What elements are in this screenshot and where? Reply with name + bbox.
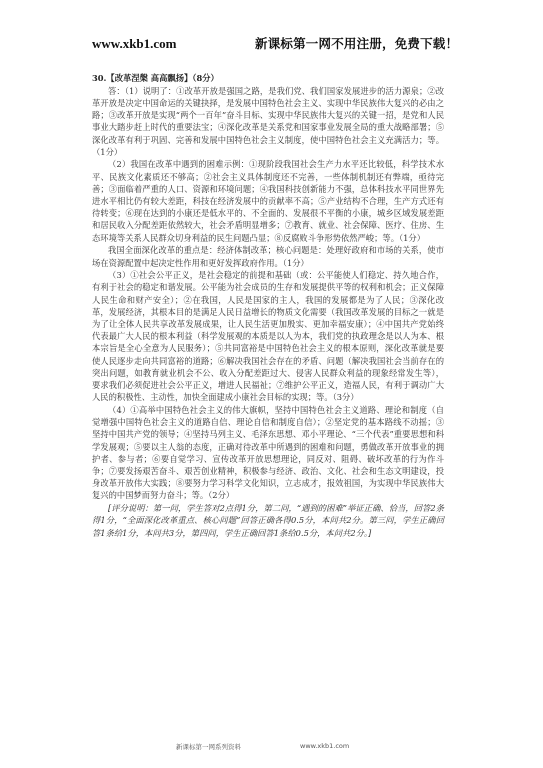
answer-paragraph-1: 答：（1）说明了：①改革开放是强国之路，是我们党、我们国家发展进步的活力源泉；②改革开放是决定中国命运的关键抉择，是发展中国特色社会主义、实现中华民族伟大复兴的必由之路；③改革开放是实现“两个一百年”奋斗目标、实现中华民族伟大复兴的关键一招，是党和人民事业大踏步赶上时代的重要法宝；④深化改革是关系党和国家事业发展全局的重大战略部署；⑤深化改革有利于巩固、完善和发展中国特色社会主义制度，使中国特色社会主义充满活力；等。（1分）: [92, 85, 444, 157]
answer-paragraph-2: （2）我国在改革中遇到的困难示例：①现阶段我国社会生产力水平还比较低，科学技术水平、民族文化素质还不够高；②社会主义具体制度还不完善，一些体制机制还有弊端，亟待完善；③面临着严重的人口、资源和环境问题；④我国科技创新能力不强，总体科技水平同世界先进水平相比仍有较大差距，科技在经济发展中的贡献率不高；⑤产业结构不合理，生产方式还有待转变；⑥现在达到的小康还是低水平的、不全面的、发展很不平衡的小康，城乡区域发展差距和居民收入分配差距依然较大，社会矛盾明显增多；⑦教育、就业、社会保障、医疗、住房、生态环境等关系人民群众切身利益的民生问题凸显；⑧反腐败斗争形势依然严峻；等。（1分）: [92, 159, 444, 243]
footer-url[interactable]: www.xkb1.com: [300, 742, 350, 750]
site-url[interactable]: www.xkb1.com: [92, 36, 177, 51]
answer-content: [92, 72, 444, 539]
footer-source: 新课标第一网系列资料: [176, 743, 241, 751]
answer-paragraph-5: （4）①高举中国特色社会主义的伟大旗帜，坚持中国特色社会主义道路、理论和制度（自觉增强中国特色社会主义的道路自信、理论自信和制度自信）；②坚定党的基本路线不动摇；③坚持中国共产党的领导；④坚持马列主义、毛泽东思想、邓小平理论、“三个代表”重要思想和科学发展观；⑤要以主人翁的态度，正确对待改革中所遇到的困难和问题，勇做改革开放事业的拥护者、参与者；⑥要自觉学习、宣传改革开放思想理论，同反对、阻碍、破坏改革的行为作斗争；⑦要发扬艰苦奋斗、艰苦创业精神，积极参与经济、政治、文化、社会和生态文明建设，投身改革开放伟大实践；⑧要努力学习科学文化知识，立志成才，报效祖国，为实现中华民族伟大复兴的中国梦而努力奋斗；等。（2分）: [92, 404, 444, 501]
question-title: 30.【改革涅槃 高高飘扬】（8分）: [92, 73, 219, 83]
scoring-note: [评分说明：第一问，学生答对2点得1分，第二问，“遇到的困难”举证正确、恰当，回答2条得1分，“全面深化改革重点、核心问题”回答正确各得0.5分，本问共2分。第三问，学生正确回答1条给1分，本问共3分，第四问，学生正确回答1条给0.5分，本问共2分。]: [92, 503, 444, 538]
site-slogan: 新课标第一网不用注册，免费下载！: [255, 36, 459, 51]
answer-paragraph-3: 我国全面深化改革的重点是：经济体制改革；核心问题是：处理好政府和市场的关系，使市场在资源配置中起决定性作用和更好发挥政府作用。（1分）: [92, 245, 444, 268]
page-header: [0, 30, 543, 58]
answer-paragraph-4: （3）①社会公平正义，是社会稳定的前提和基础（或：公平能使人们稳定、持久地合作，有利于社会的稳定和谐发展。公平能为社会成员的生存和发展提供平等的权利和机会；正义保障人民生命和财产安全）；②在我国，人民是国家的主人，我国的发展都是为了人民；③深化改革，发展经济，其根本目的是满足人民日益增长的物质文化需要（我国改革发展的目标之一就是为了让全体人民共享改革发展成果，让人民生活更加殷实、更加幸福安康）；④中国共产党始终代表最广大人民的根本利益（科学发展观的本质是以人为本，我们党的执政理念是以人为本、根本宗旨是全心全意为人民服务）；⑤共同富裕是中国特色社会主义的根本原则，深化改革就是要使人民逐步走向共同富裕的道路；⑥解决我国社会存在的矛盾、问题（解决我国社会当前存在的突出问题，如教育就业机会不公、收入分配差距过大、侵害人民群众利益的现象经常发生等），要求我们必须促进社会公平正义，增进人民福祉；⑦维护公平正义，造福人民，有利于调动广大人民的积极性、主动性，加快全面建成小康社会目标的实现；等。（3分）: [92, 270, 444, 403]
page-footer: [0, 742, 543, 754]
